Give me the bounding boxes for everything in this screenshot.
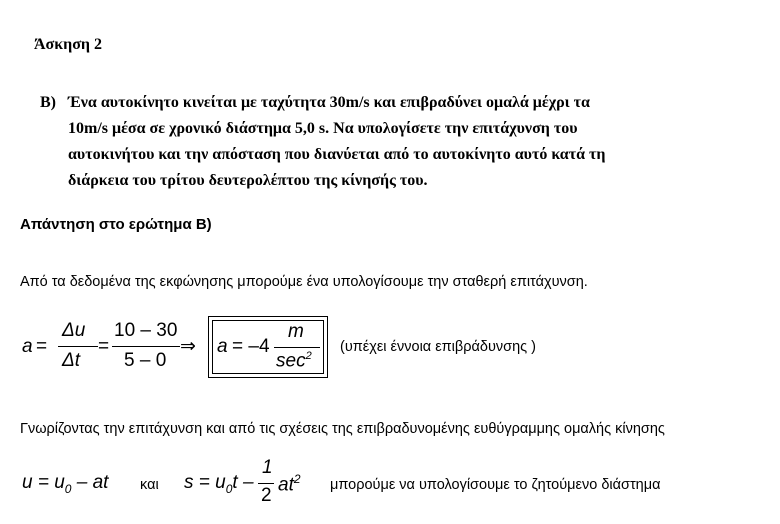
- eq1-implies: ⇒: [180, 336, 196, 357]
- eq1-frac1-den: Δt: [62, 350, 81, 371]
- paragraph-1: Από τα δεδομένα της εκφώνησης μπορούμε ένα υπολογίσουμε την σταθερή επιτάχυνση.: [20, 274, 588, 290]
- paragraph-2: Γνωρίζοντας την επιτάχυνση και από τις σχέσεις της επιβραδυνομένης ευθύγραμμης ομαλής κίνησης: [20, 421, 665, 437]
- eq1-unit-den: $\sec^2$: [276, 350, 312, 372]
- eq1-frac2-num: 10 – 30: [114, 320, 178, 341]
- eq1-frac2-bar: [112, 346, 180, 347]
- eq1-frac1-num: Δu: [62, 320, 86, 341]
- eq2-half-den: 2: [261, 485, 272, 506]
- question-label: B): [40, 94, 56, 111]
- question-line-3: αυτοκινήτου και την απόσταση που διανύεται από το αυτοκίνητο αυτό κατά τη: [68, 146, 606, 163]
- eq1-frac1-bar: [58, 346, 98, 347]
- eq1-unit-exp: 2: [305, 350, 312, 362]
- question-line-1: Ένα αυτοκίνητο κινείται με ταχύτητα 30m/s και επιβραδύνει ομαλά μέχρι τα: [68, 94, 590, 111]
- exercise-title: Άσκηση 2: [34, 36, 103, 53]
- eq1-unit-num: m: [288, 321, 304, 342]
- eq1-unit-bar: [274, 347, 320, 348]
- deceleration-note: (υπέχει έννοια επιβράδυνσης ): [340, 339, 536, 355]
- eq2-distance: $s = u_0t$ –: [184, 472, 254, 496]
- answer-heading: Απάντηση στο ερώτημα B): [20, 216, 212, 233]
- eq2-half-num: 1: [262, 457, 273, 478]
- eq1-result-lhs: a: [217, 336, 228, 357]
- eq2-velocity: $u = u_0$ – at: [22, 472, 109, 496]
- eq2-conjunction: και: [140, 477, 159, 493]
- eq2-tail: $at^2$: [278, 472, 301, 496]
- eq1-equals: =: [36, 336, 48, 357]
- eq1-result-value: = –4: [232, 336, 270, 357]
- eq1-frac2-den: 5 – 0: [124, 350, 167, 371]
- question-line-4: διάρκεια του τρίτου δευτερολέπτου της κίνησής του.: [68, 172, 428, 189]
- eq1-lhs: a: [22, 336, 33, 357]
- eq2-tail-text: μπορούμε να υπολογίσουμε το ζητούμενο διάστημα: [330, 477, 661, 493]
- eq1-equals-2: =: [98, 336, 110, 357]
- question-line-2: 10m/s μέσα σε χρονικό διάστημα 5,0 s. Να υπολογίσετε την επιτάχυνση του: [68, 120, 578, 137]
